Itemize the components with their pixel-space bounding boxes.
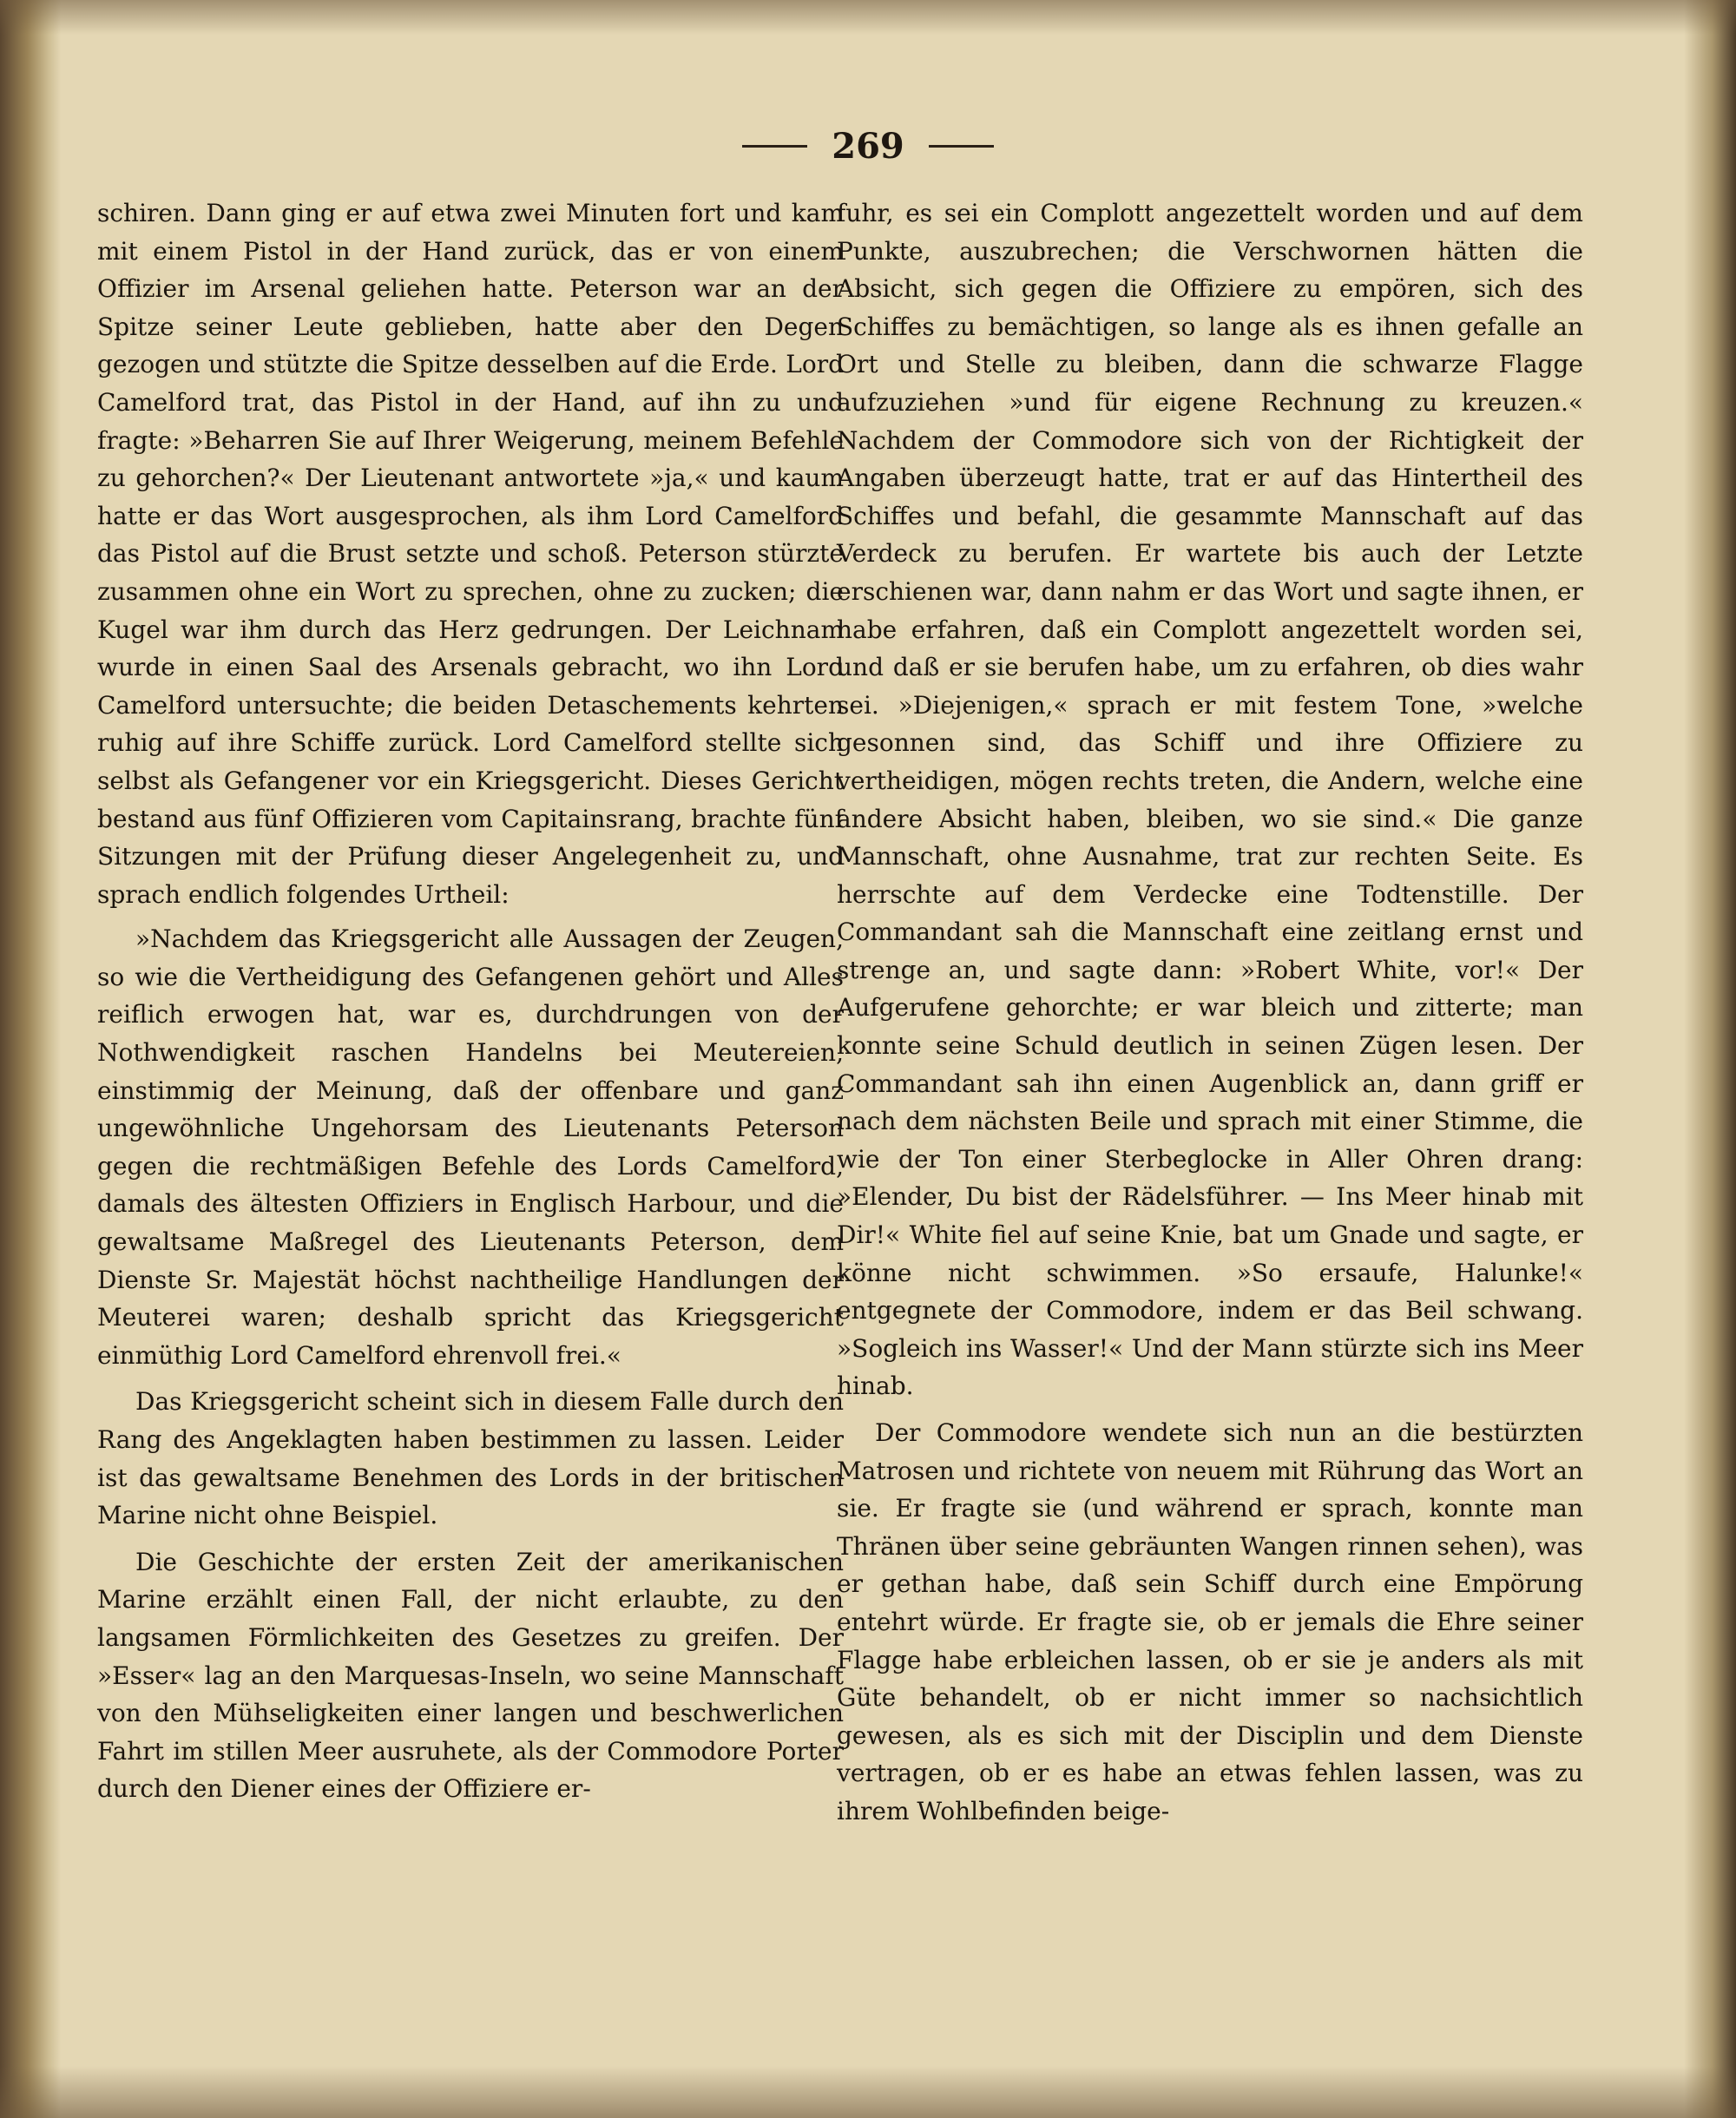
binding-shadow <box>0 0 61 2118</box>
header-rule-left <box>742 145 807 148</box>
paragraph: Das Kriegsgericht scheint sich in diesem Falle durch den Rang des Angeklagten haben bestimmen zu lassen. Leider ist das gewaltsame Benehmen des Lords in der britischen Marine nicht ohne Beispiel. <box>97 1387 844 1530</box>
page-edge-shadow <box>1684 0 1736 2118</box>
paragraph: schiren. Dann ging er auf etwa zwei Minuten fort und kam mit einem Pistol in der Hand zurück, das er von einem Offizier im Arsenal geliehen hatte. Peterson war an der Spitze seiner Leute geblieben, hatte aber den Degen gezogen und stützte die Spitze desselben auf die Erde. Lord Camelford trat, das Pistol in der Hand, auf ihn zu und fragte: »Beharren Sie auf Ihrer Weigerung, meinem Befehle zu gehorchen?« Der Lieutenant antwortete »ja,« und kaum hatte er das Wort ausgesprochen, als ihm Lord Camelford das Pistol auf die Brust setzte und schoß. Peterson stürzte zusammen ohne ein Wort zu sprechen, ohne zu zucken; die Kugel war ihm durch das Herz gedrungen. Der Leichnam wurde in einen Saal des Arsenals gebracht, wo ihn Lord Camelford untersuchte; die beiden Detaschements kehrten ruhig auf ihre Schiffe zurück. Lord Camelford stellte sich selbst als Gefangener vor ein Kriegsgericht. Dieses Gericht bestand aus fünf Offizieren vom Capitainsrang, brachte fünf Sitzungen mit der Prüfung dieser Angelegenheit zu, und sprach endlich folgendes Urtheil: <box>97 199 844 909</box>
bottom-edge-shadow <box>0 2066 1736 2118</box>
page-header <box>0 120 1736 172</box>
paragraph: Der Commodore wendete sich nun an die bestürzten Matrosen und richtete von neuem mit Rührung das Wort an sie. Er fragte sie (und während er sprach, konnte man Thränen über seine gebräunten Wangen rinnen sehen), was er gethan habe, daß sein Schiff durch eine Empörung entehrt würde. Er fragte sie, ob er jemals die Ehre seiner Flagge habe erbleichen lassen, ob er sie je anders als mit Güte behandelt, ob er nicht immer so nachsichtlich gewesen, als es sich mit der Disciplin und dem Dienste vertragen, ob er es habe an etwas fehlen lassen, was zu ihrem Wohlbefinden beige- <box>837 1418 1583 1825</box>
header-rule-right <box>929 145 994 148</box>
left-column <box>97 194 844 1808</box>
paragraph: fuhr, es sei ein Complott angezettelt worden und auf dem Punkte, auszubrechen; die Verschwornen hätten die Absicht, sich gegen die Offiziere zu empören, sich des Schiffes zu bemächtigen, so lange als es ihnen gefalle an Ort und Stelle zu bleiben, dann die schwarze Flagge aufzuziehen »und für eigene Rechnung zu kreuzen.« Nachdem der Commodore sich von der Richtigkeit der Angaben überzeugt hatte, trat er auf das Hintertheil des Schiffes und befahl, die gesammte Mannschaft auf das Verdeck zu berufen. Er wartete bis auch der Letzte erschienen war, dann nahm er das Wort und sagte ihnen, er habe erfahren, daß ein Complott angezettelt worden sei, und daß er sie berufen habe, um zu erfahren, ob dies wahr sei. »Diejenigen,« sprach er mit festem Tone, »welche gesonnen sind, das Schiff und ihre Offiziere zu vertheidigen, mögen rechts treten, die Andern, welche eine andere Absicht haben, bleiben, wo sie sind.« Die ganze Mannschaft, ohne Ausnahme, trat zur rechten Seite. Es herrschte auf dem Verdecke eine Todtenstille. Der Commandant sah die Mannschaft eine zeitlang ernst und strenge an, und sagte dann: »Robert White, vor!« Der Aufgerufene gehorchte; er war bleich und zitterte; man konnte seine Schuld deutlich in seinen Zügen lesen. Der Commandant sah ihn einen Augenblick an, dann griff er nach dem nächsten Beile und sprach mit einer Stimme, die wie der Ton einer Sterbeglocke in Aller Ohren drang: »Elender, Du bist der Rädelsführer. — Ins Meer hinab mit Dir!« White fiel auf seine Knie, bat um Gnade und sagte, er könne nicht schwimmen. »So ersaufe, Halunke!« entgegnete der Commodore, indem er das Beil schwang. »Sogleich ins Wasser!« Und der Mann stürzte sich ins Meer hinab. <box>837 199 1583 1401</box>
paragraph: Die Geschichte der ersten Zeit der amerikanischen Marine erzählt einen Fall, der nicht erlaubte, zu den langsamen Förmlichkeiten des Gesetzes zu greifen. Der »Esser« lag an den Marquesas-Inseln, wo seine Mannschaft von den Mühseligkeiten einer langen und beschwerlichen Fahrt im stillen Meer ausruhete, als der Commodore Porter durch den Diener eines der Offiziere er- <box>97 1547 844 1804</box>
page-number: 269 <box>832 125 904 167</box>
top-edge-shadow <box>0 0 1736 35</box>
right-column <box>837 194 1583 1831</box>
paragraph-verdict-quote: »Nachdem das Kriegsgericht alle Aussagen der Zeugen, so wie die Vertheidigung des Gefangenen gehört und Alles reiflich erwogen hat, war es, durchdrungen von der Nothwendigkeit raschen Handelns bei Meutereien, einstimmig der Meinung, daß der offenbare und ganz ungewöhnliche Ungehorsam des Lieutenants Peterson gegen die rechtmäßigen Befehle des Lords Camelford, damals des ältesten Offiziers in Englisch Harbour, und die gewaltsame Maßregel des Lieutenants Peterson, dem Dienste Sr. Majestät höchst nachtheilige Handlungen der Meuterei waren; deshalb spricht das Kriegsgericht einmüthig Lord Camelford ehrenvoll frei.« <box>97 924 844 1370</box>
